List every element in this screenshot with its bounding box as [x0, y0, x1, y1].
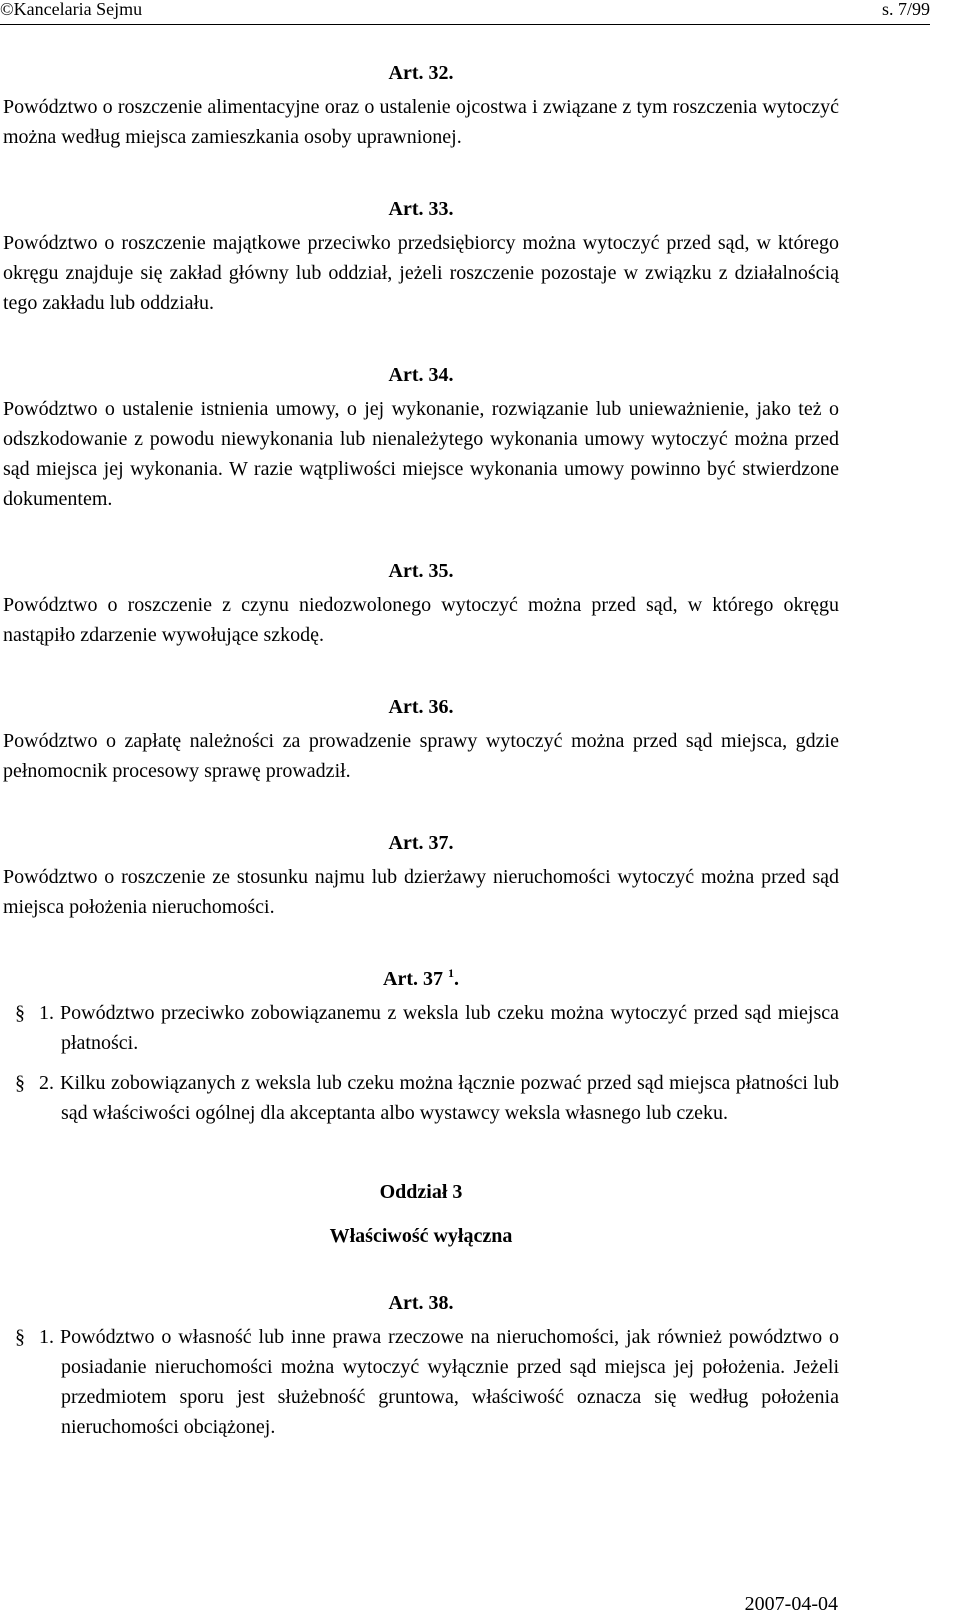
paragraph-text: Powództwo o własność lub inne prawa rzeczowe na nieruchomości, jak również powództwo o posiadanie nieruchomości można wytoczyć wyłącznie przed sąd miejsca jej położenia. Jeżeli przedmiotem sporu jest służebność gruntowa, właściwość oznacza się według położenia nieruchomości obciążonej.: [60, 1326, 839, 1438]
article-title-superscript: 1: [447, 966, 454, 980]
page-header: [0, 0, 930, 25]
article-title-main: Art. 37: [383, 968, 443, 990]
paragraph-text: Kilku zobowiązanych z weksla lub czeku można łącznie pozwać przed sąd miejsca płatności lub sąd właściwości ogólnej dla akceptanta albo wystawcy weksla własnego lub czeku.: [60, 1072, 839, 1124]
article-33: [3, 194, 839, 318]
paragraph-number: 1.: [39, 1002, 54, 1024]
article-37: [3, 828, 839, 922]
article-title: Art. 36.: [388, 696, 454, 718]
article-text: Powództwo o roszczenie majątkowe przeciwko przedsiębiorcy można wytoczyć przed sąd, w którego okręgu znajduje się zakład główny lub oddział, jeżeli roszczenie pozostaje w związku z działalnością tego zakładu lub oddziału.: [3, 232, 839, 314]
section-sign: §: [15, 1072, 25, 1094]
division-title: Właściwość wyłączna: [329, 1225, 513, 1247]
paragraph-2: [3, 1068, 839, 1128]
paragraph-number: 1.: [39, 1326, 54, 1348]
division-heading: [3, 1170, 839, 1258]
document-date: 2007-04-04: [744, 1593, 838, 1615]
article-38: [3, 1288, 839, 1442]
section-sign: §: [15, 1002, 25, 1024]
article-title: Art. 34.: [388, 364, 454, 386]
paragraph-1: [3, 1322, 839, 1442]
article-title: Art. 33.: [388, 198, 454, 220]
article-text: Powództwo o ustalenie istnienia umowy, o jej wykonanie, rozwiązanie lub unieważnienie, jako też o odszkodowanie z powodu niewykonania lub nienależytego wykonania umowy wytoczyć można przed sąd miejsca jej wykonania. W razie wątpliwości miejsce wykonania umowy powinno być stwierdzone dokumentem.: [3, 398, 839, 510]
article-title: Art. 37.: [388, 832, 454, 854]
article-title-period: .: [453, 968, 459, 990]
paragraph-body: [39, 998, 839, 1058]
article-title: [3, 964, 839, 994]
paragraph-1: [3, 998, 839, 1058]
article-text: Powództwo o roszczenie alimentacyjne oraz o ustalenie ojcostwa i związane z tym roszczenia wytoczyć można według miejsca zamieszkania osoby uprawnionej.: [3, 96, 839, 148]
article-35: [3, 556, 839, 650]
article-title: Art. 35.: [388, 560, 454, 582]
article-34: [3, 360, 839, 514]
article-37-1: [3, 964, 839, 1128]
article-title: Art. 32.: [388, 62, 454, 84]
article-title: Art. 38.: [388, 1292, 454, 1314]
paragraph-body: [39, 1068, 839, 1128]
document-body: [3, 58, 839, 1484]
division-number: Oddział 3: [379, 1181, 463, 1203]
section-sign: §: [15, 1326, 25, 1348]
paragraph-body: [39, 1322, 839, 1442]
article-text: Powództwo o roszczenie ze stosunku najmu lub dzierżawy nieruchomości wytoczyć można przed sąd miejsca położenia nieruchomości.: [3, 866, 839, 918]
page-number: s. 7/99: [881, 0, 930, 19]
article-text: Powództwo o zapłatę należności za prowadzenie sprawy wytoczyć można przed sąd miejsca, gdzie pełnomocnik procesowy sprawę prowadził.: [3, 730, 839, 782]
article-text: Powództwo o roszczenie z czynu niedozwolonego wytoczyć można przed sąd, w którego okręgu nastąpiło zdarzenie wywołujące szkodę.: [3, 594, 839, 646]
paragraph-number: 2.: [39, 1072, 54, 1094]
publisher-label: ©Kancelaria Sejmu: [0, 0, 143, 19]
article-36: [3, 692, 839, 786]
paragraph-text: Powództwo przeciwko zobowiązanemu z weksla lub czeku można wytoczyć przed sąd miejsca płatności.: [60, 1002, 839, 1054]
article-32: [3, 58, 839, 152]
